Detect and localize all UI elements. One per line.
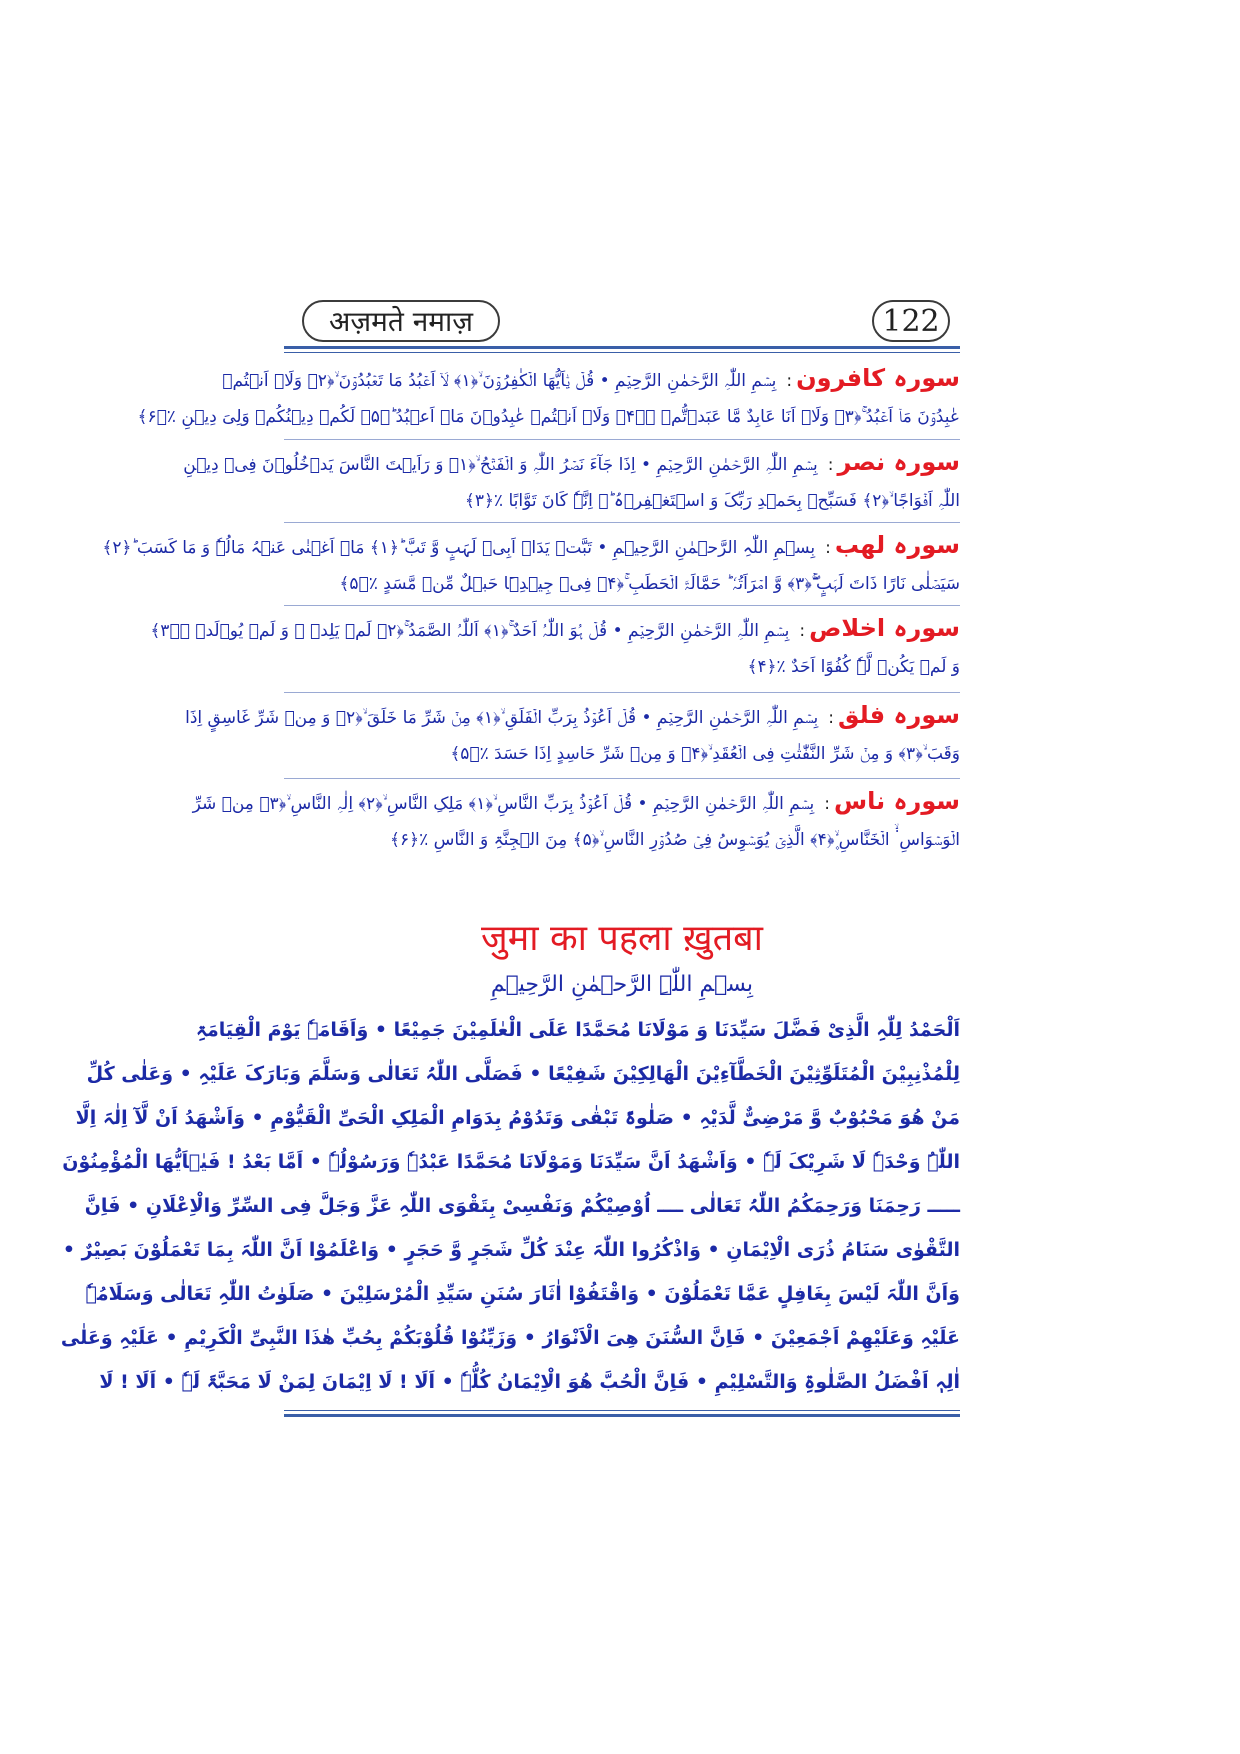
surah-text-line: وَ لَمۡ یَکُنۡ لَّہٗ کُفُوًا اَحَدٌ ٪﴿۴﴾ — [747, 657, 960, 677]
entry-divider — [284, 778, 960, 779]
surah-name: سورہ کافرون — [796, 364, 960, 392]
page-number: 122 — [872, 300, 950, 342]
surah-text-line: بِسۡمِ اللّٰہِ الرَّحۡمٰنِ الرَّحِیۡمِ • قُلۡ اَعُوۡذُ بِرَبِّ النَّاسِ ۙ﴿۱﴾ مَلِکِ النَّاسِ ۙ﴿۲﴾ اِلٰہِ النَّاسِ ۙ﴿۳﴾ مِنۡ شَرِّ — [192, 794, 815, 814]
header-rule-bottom — [284, 352, 960, 353]
entry-divider — [284, 692, 960, 693]
surah-text-line: بِسۡمِ اللّٰہِ الرَّحۡمٰنِ الرَّحِیۡمِ • قُلۡ ہُوَ اللّٰہُ اَحَدٌ ۚ﴿۱﴾ اَللّٰہُ الصَّمَدُ ۚ﴿۲﴾ لَمۡ یَلِدۡ ۙ وَ لَمۡ یُوۡلَدۡ ۙ﴿۳﴾ — [150, 621, 790, 641]
khutba-line: التَّقْوٰی سَنَامُ ذُرَی الْاِیْمَانِ • وَاذْکُرُوا اللّٰہَ عِنْدَ کُلِّ شَجَرٍ وَّ حَجَرٍ • وَاعْلَمُوْا اَنَّ اللّٰہَ بِمَا تَعْمَلُوْنَ بَصِیْرٌ • — [62, 1239, 960, 1261]
surah-text-line: سَیَصۡلٰی نَارًا ذَاتَ لَہَبٍ ۚۖ﴿۳﴾ وَّ امۡرَاَتُہٗ ؕ حَمَّالَۃَ الۡحَطَبِ ۚ﴿۴﴾ فِیۡ جِیۡدِہَا حَبۡلٌ مِّنۡ مَّسَدٍ ٪﴿۵﴾ — [339, 574, 960, 594]
surah-entry-nasr — [183, 444, 960, 519]
footer-rule-top — [284, 1410, 960, 1411]
book-title: अज़मते नमाज़ — [302, 300, 500, 342]
colon: : — [799, 621, 806, 641]
entry-divider — [284, 605, 960, 606]
khutba-line: عَلَیْہِ وَعَلَیْھِمْ اَجْمَعِیْنَ • فَاِنَّ السُّنَنَ ھِیَ الْاَنْوَارُ • وَزَیِّنُوْا قُلُوْبَکُمْ بِحُبِّ ھٰذَا النَّبِیِّ الْکَرِیْمِ • عَلَیْہِ وَعَلٰی — [60, 1327, 960, 1349]
surah-text-line: بِسۡمِ اللّٰہِ الرَّحۡمٰنِ الرَّحِیۡمِ • قُلۡ اَعُوۡذُ بِرَبِّ الۡفَلَقِ ۙ﴿۱﴾ مِنۡ شَرِّ مَا خَلَقَ ۙ﴿۲﴾ وَ مِنۡ شَرِّ غَاسِقٍ اِذَا — [185, 708, 819, 728]
khutba-line: اللّٰہُ وَحْدَہٗ لَا شَرِیْکَ لَہٗ • وَاَشْھَدُ اَنَّ سَیِّدَنَا وَمَوْلَانَا مُحَمَّدًا عَبْدُہٗ وَرَسُوْلُہٗ • اَمَّا بَعْدُ ! فَیٰۤاَیُّھَا الْمُؤْمِنُوْنَ — [62, 1151, 960, 1173]
surah-text-line: بِسۡمِ اللّٰہِ الرَّحۡمٰنِ الرَّحِیۡمِ • تَبَّتۡ یَدَاۤ اَبِیۡ لَہَبٍ وَّ تَبَّ ؕ﴿۱﴾ مَاۤ اَغۡنٰی عَنۡہُ مَالُہٗ وَ مَا کَسَبَ ؕ﴿۲﴾ — [102, 538, 816, 558]
surah-name: سورہ اخلاص — [809, 614, 960, 642]
surah-entry-lahab — [102, 527, 960, 602]
surah-text-line: بِسۡمِ اللّٰہِ الرَّحۡمٰنِ الرَّحِیۡمِ • اِذَا جَآءَ نَصۡرُ اللّٰہِ وَ الۡفَتۡحُ ۙ﴿۱﴾ وَ رَاَیۡتَ النَّاسَ یَدۡخُلُوۡنَ فِیۡ دِیۡنِ — [183, 455, 818, 475]
surah-name: سورہ ناس — [833, 787, 960, 815]
surah-text-line: الۡوَسۡوَاسِ ۬ۙ الۡخَنَّاسِ ۪ۙ﴿۴﴾ الَّذِیۡ یُوَسۡوِسُ فِیۡ صُدُوۡرِ النَّاسِ ۙ﴿۵﴾ مِنَ الۡجِنَّۃِ وَ النَّاسِ ٪﴿۶﴾ — [390, 830, 960, 850]
khutba-line: لِلْمُذْنِبِیْنَ الْمُتَلَوِّثِیْنَ الْخَطَّآءِیْنَ الْھَالِکِیْنَ شَفِیْعًا • فَصَلَّی اللّٰہُ تَعَالٰی وَسَلَّمَ وَبَارَکَ عَلَیْہِ • وَعَلٰی کُلِّ — [86, 1063, 960, 1085]
footer-rule-bottom — [284, 1414, 960, 1417]
colon: : — [786, 371, 793, 391]
surah-entry-naas — [192, 783, 960, 858]
khutba-line: اَلْحَمْدُ لِلّٰہِ الَّذِیْ فَضَّلَ سَیِّدَنَا وَ مَوْلَانَا مُحَمَّدًا عَلَی الْعٰلَمِیْنَ جَمِیْعًا • وَاَقَامَہٗ یَوْمَ الْقِیَامَۃِ — [195, 1019, 960, 1041]
khutba-title: जुमा का पहला ख़ुतबा — [480, 918, 763, 959]
khutba-line: مَنْ ھُوَ مَحْبُوْبٌ وَّ مَرْضِیٌّ لَّدَیْہِ • صَلٰوۃً تَبْقٰی وَتَدُوْمُ بِدَوَامِ الْمَلِکِ الْحَیِّ الْقَیُّوْمِ • وَاَشْھَدُ اَنْ لَّآ اِلٰہَ اِلَّا — [75, 1107, 960, 1129]
surah-entry-falaq — [185, 697, 960, 772]
khutba-line: ـــــ رَحِمَنَا وَرَحِمَکُمُ اللّٰہُ تَعَالٰی ــــ اُوْصِیْکُمْ وَنَفْسِیْ بِتَقْوَی اللّٰہِ عَزَّ وَجَلَّ فِی السِّرِّ وَالْاِعْلَانِ • فَاِنَّ — [84, 1195, 960, 1217]
khutba-line: وَاَنَّ اللّٰہَ لَیْسَ بِغَافِلٍ عَمَّا تَعْمَلُوْنَ • وَاقْتَفُوْا اٰثَارَ سُنَنِ سَیِّدِ الْمُرْسَلِیْنَ • صَلَوٰتُ اللّٰہِ تَعَالٰی وَسَلَامُہٗ — [85, 1283, 960, 1305]
surah-text-line: وَقَبَ ۙ﴿۳﴾ وَ مِنۡ شَرِّ النَّفّٰثٰتِ فِی الۡعُقَدِ ۙ﴿۴﴾ وَ مِنۡ شَرِّ حَاسِدٍ اِذَا حَسَدَ ٪﴿۵﴾ — [450, 744, 960, 764]
colon: : — [825, 538, 831, 558]
surah-text-line: بِسۡمِ اللّٰہِ الرَّحۡمٰنِ الرَّحِیۡمِ • قُلۡ یٰۤاَیُّھَا الۡکٰفِرُوۡنَ ۙ﴿۱﴾ لَاۤ اَعۡبُدُ مَا تَعۡبُدُوۡنَ ۙ﴿۲﴾ وَلَاۤ اَنۡتُمۡ — [222, 371, 777, 391]
surah-text-line: عٰبِدُوۡنَ مَاۤ اَعۡبُدُ ۚ﴿۳﴾ وَلَاۤ اَنَا عَابِدٌ مَّا عَبَدۡتُّمۡ ۙ﴿۴﴾ وَلَاۤ اَنۡتُمۡ عٰبِدُوۡنَ مَاۤ اَعۡبُدُ ؕ﴿۵﴾ لَکُمۡ دِیۡنُکُمۡ وَلِیَ دِیۡنِ ٪﴿۶﴾ — [137, 407, 960, 427]
surah-text-line: اللّٰہِ اَفۡوَاجًا ۙ﴿۲﴾ فَسَبِّحۡ بِحَمۡدِ رَبِّکَ وَ اسۡتَغۡفِرۡہُ ؕؔ اِنَّہٗ کَانَ تَوَّابًا ٪﴿۳﴾ — [464, 491, 960, 511]
surah-entry-ikhlas — [150, 610, 960, 685]
surah-entry-kafiroon — [137, 360, 960, 435]
surah-name: سورہ لھب — [834, 531, 960, 559]
surah-name: سورہ نصر — [837, 448, 960, 476]
entry-divider — [284, 439, 960, 440]
khutba-line: اٰلِہٖ اَفْضَلُ الصَّلٰوۃِ وَالتَّسْلِیْمِ • فَاِنَّ الْحُبَّ ھُوَ الْاِیْمَانُ کُلُّہٗ • اَلَا ! لَا اِیْمَانَ لِمَنْ لَا مَحَبَّۃَ لَہٗ • اَلَا ! لَا — [99, 1371, 960, 1393]
header-rule-top — [284, 346, 960, 349]
entry-divider — [284, 522, 960, 523]
colon: : — [824, 794, 830, 814]
colon: : — [827, 455, 834, 475]
bismillah: بِسۡمِ اللّٰہِ الرَّحۡمٰنِ الرَّحِیۡمِ — [490, 972, 754, 997]
colon: : — [828, 708, 834, 728]
surah-name: سورہ فلق — [837, 701, 960, 729]
